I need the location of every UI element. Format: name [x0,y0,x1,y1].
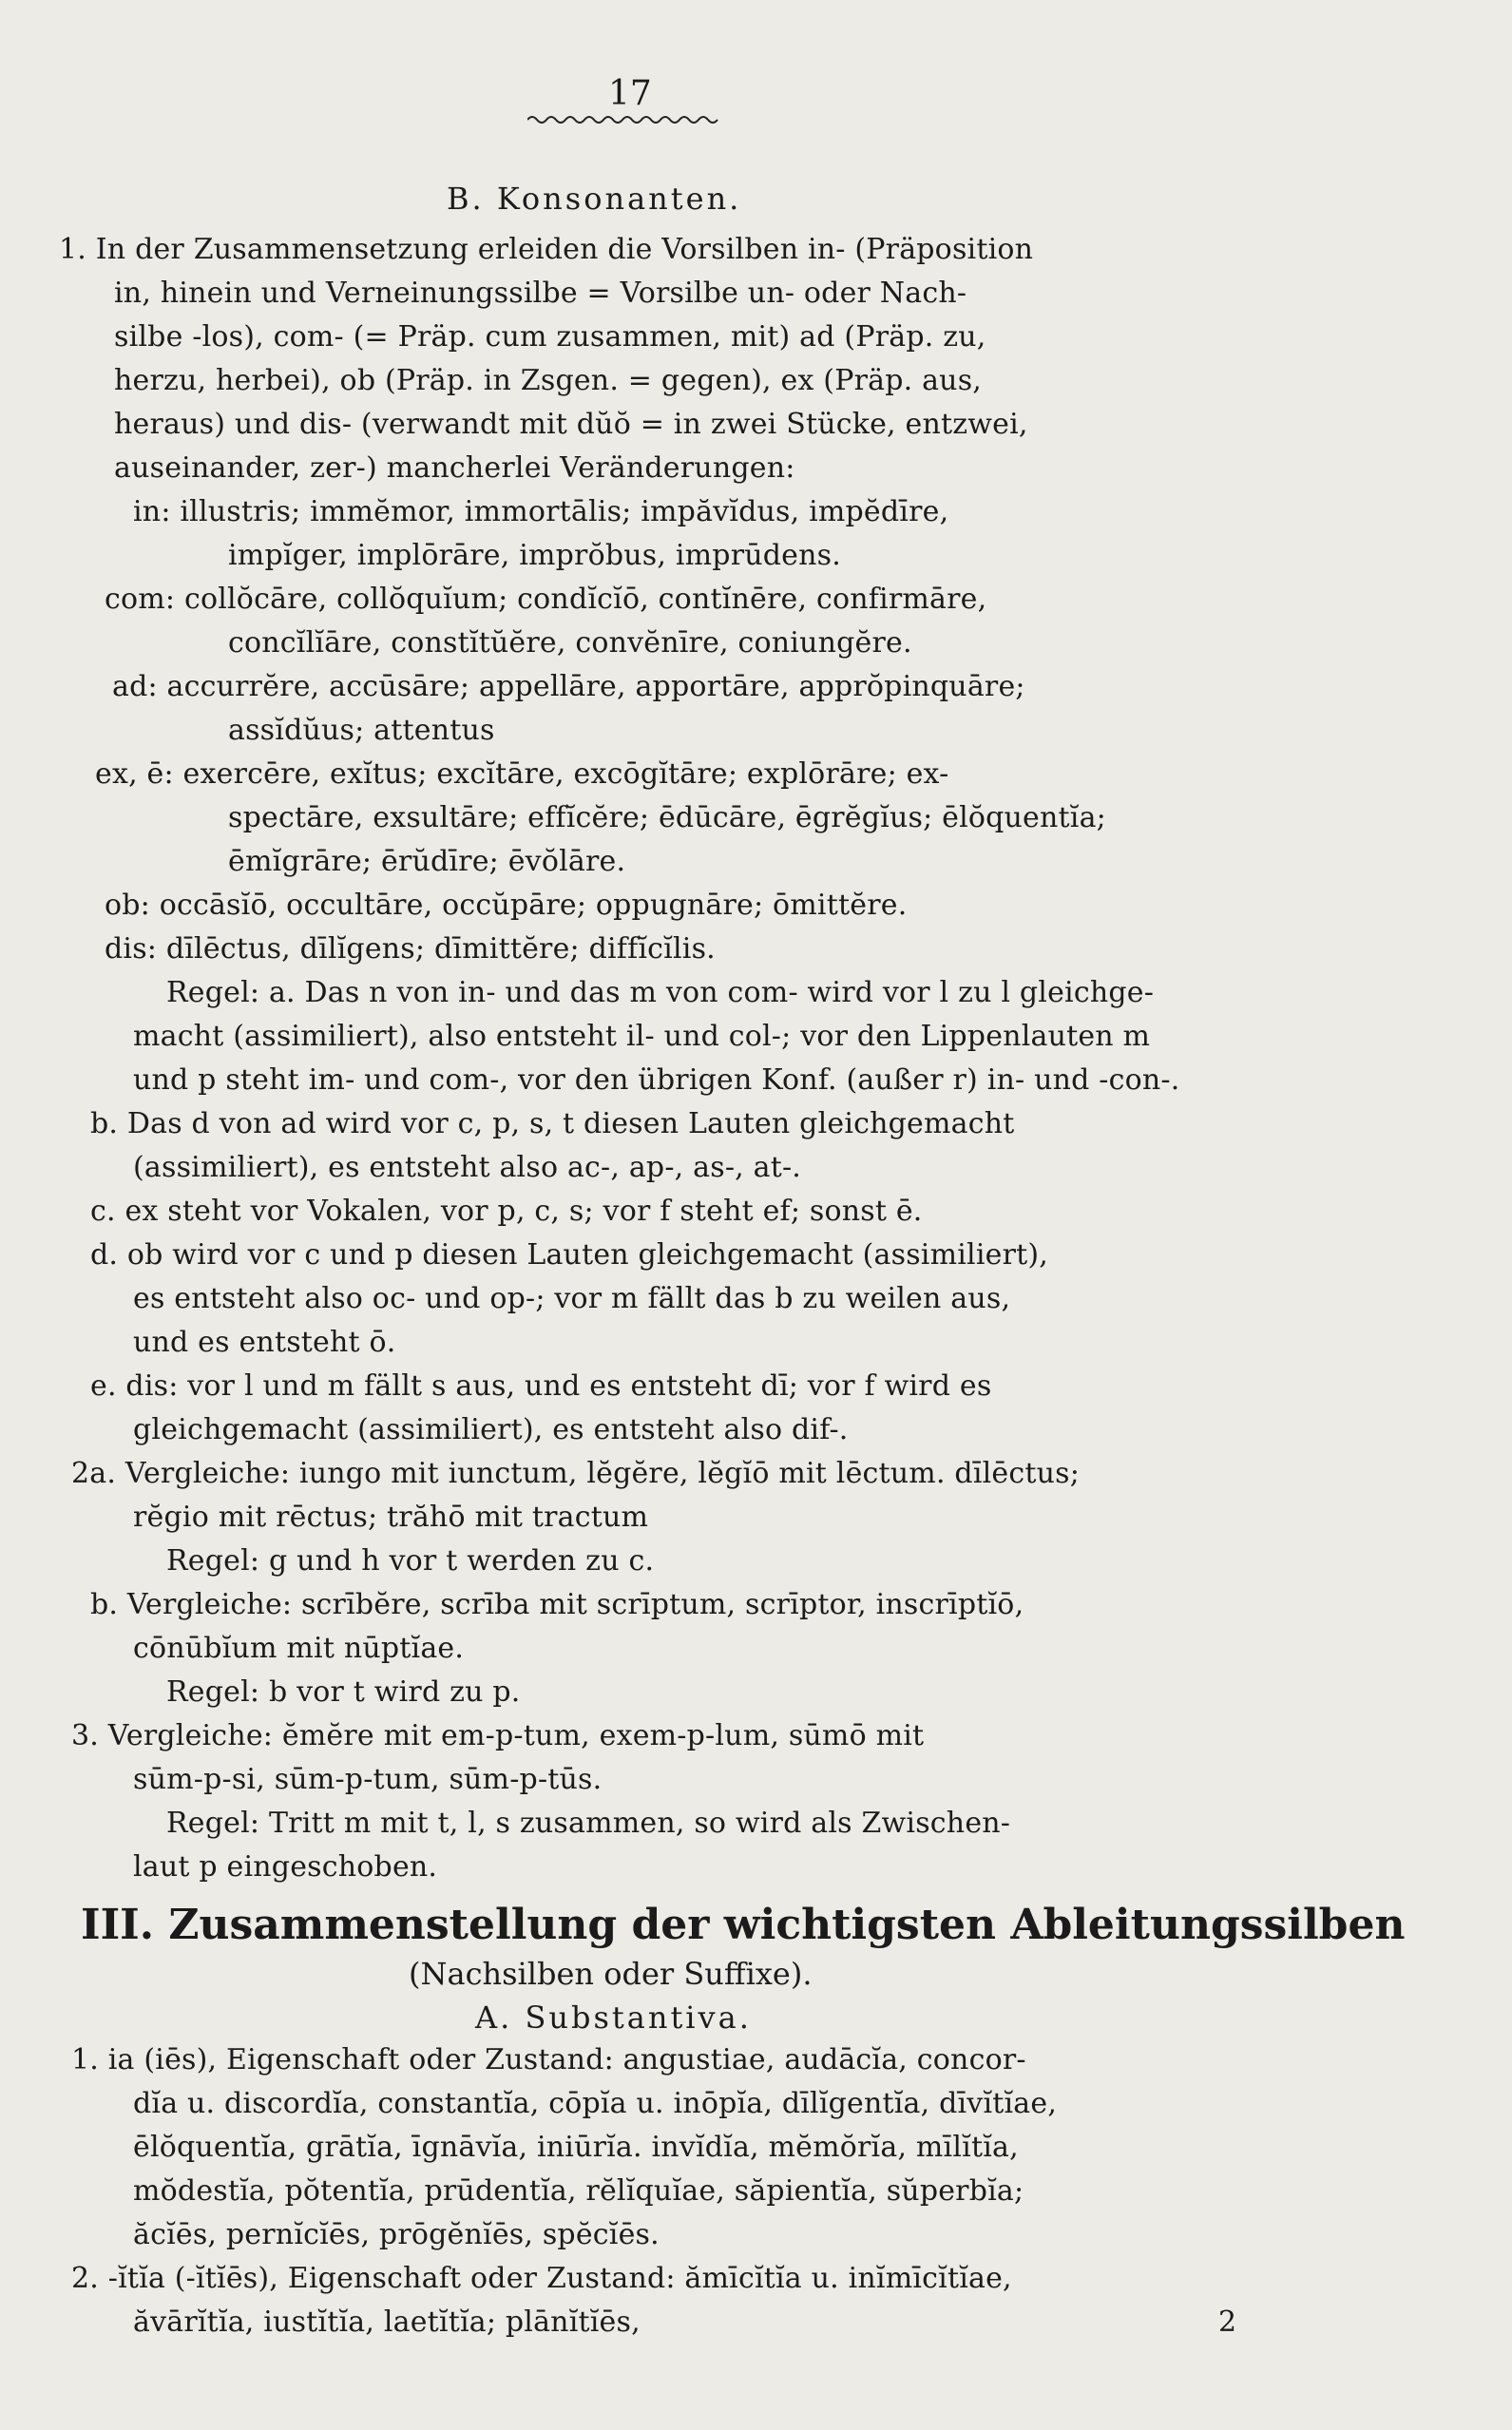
text-line: d. ob wird vor c und p diesen Lauten gleichgemacht (assimiliert), [90,1238,1049,1272]
text-line: und es entsteht ō. [133,1326,396,1359]
text-line: und p steht im- und com-, vor den übrigen Konf. (außer r) in- und -con-. [133,1063,1180,1097]
text-line: ăcĭēs, pernĭcĭēs, prōgĕnĭēs, spĕcĭēs. [133,2218,660,2251]
text-line: laut p eingeschoben. [133,1850,438,1884]
text-line: Regel: g und h vor t werden zu c. [166,1544,655,1578]
text-line: heraus) und dis- (verwandt mit dŭŏ = in zwei Stücke, entzwei, [114,408,1028,441]
page-number: 17 [608,74,652,113]
section-b-heading: B. Konsonanten. [447,181,742,217]
section-iii-number: III. [81,1901,155,1949]
text-line: rĕgio mit rēctus; trăhō mit tractum [133,1501,649,1534]
text-line: herzu, herbei), ob (Präp. in Zsgen. = gegen), ex (Präp. aus, [114,364,983,397]
text-line: 3. Vergleiche: ĕmĕre mit em-p-tum, exem-p-lum, sūmō mit [71,1719,925,1752]
section-iii-title: Zusammenstellung der wichtigsten Ableitungssilben [168,1901,1406,1949]
text-line: (assimiliert), es entsteht also ac-, ap-, as-, at-. [133,1151,802,1184]
text-line: ob: occāsĭō, occultāre, occŭpāre; oppugnāre; ōmittĕre. [105,889,908,922]
text-line: ex, ē: exercēre, exĭtus; excĭtāre, excōgĭtāre; explōrāre; ex- [95,757,949,791]
text-line: ad: accurrĕre, accūsāre; appellāre, apportāre, apprŏpinquāre; [112,670,1025,703]
text-line: ēlŏquentĭa, grātĭa, īgnāvĭa, iniūrĭa. invĭdĭa, mĕmŏrĭa, mīlĭtĭa, [133,2131,1019,2164]
text-line: 1. ia (iēs), Eigenschaft oder Zustand: angustiae, audācĭa, concor- [71,2043,1026,2076]
text-line: dis: dīlēctus, dīlĭgens; dīmittĕre; diffĭcĭlis. [105,932,716,966]
subsection-heading: A. Substantiva. [475,1999,752,2036]
text-line: dĭa u. discordĭa, constantĭa, cōpĭa u. inōpĭa, dīlĭgentĭa, dīvĭtĭae, [133,2087,1058,2120]
text-line: Regel: b vor t wird zu p. [166,1675,521,1709]
wavy-rule [527,112,722,127]
text-line: spectāre, exsultāre; effĭcĕre; ēdūcāre, ēgrĕgĭus; ēlŏquentĭa; [228,801,1106,834]
signature-number: 2 [1218,2306,1237,2339]
text-line: 1. In der Zusammensetzung erleiden die Vorsilben in- (Präposition [59,233,1034,266]
text-line: b. Vergleiche: scrībĕre, scrība mit scrīptum, scrīptor, inscrīptĭō, [90,1588,1024,1621]
text-line: macht (assimiliert), also entsteht il- und col-; vor den Lippenlauten m [133,1020,1151,1053]
text-line: sūm-p-si, sūm-p-tum, sūm-p-tūs. [133,1763,603,1796]
text-line: silbe -los), com- (= Präp. cum zusammen, mit) ad (Präp. zu, [114,320,986,354]
text-line: impĭger, implōrāre, imprŏbus, imprūdens. [228,539,841,572]
text-line: Regel: a. Das n von in- und das m von com- wird vor l zu l gleichge- [166,976,1155,1009]
text-line: b. Das d von ad wird vor c, p, s, t diesen Lauten gleichgemacht [90,1107,1015,1140]
text-line: 2. -ĭtĭa (-ĭtĭēs), Eigenschaft oder Zustand: ămīcĭtĭa u. inĭmīcĭtĭae, [71,2262,1012,2295]
text-line: com: collŏcāre, collŏquĭum; condĭcĭō, contĭnēre, confirmāre, [105,583,987,616]
text-line: gleichgemacht (assimiliert), es entsteht also dif-. [133,1413,849,1446]
text-line: Regel: Tritt m mit t, l, s zusammen, so wird als Zwischen- [166,1807,1011,1840]
text-line: auseinander, zer-) mancherlei Veränderungen: [114,451,795,485]
text-line: ēmĭgrāre; ērŭdīre; ēvŏlāre. [228,845,626,878]
text-line: e. dis: vor l und m fällt s aus, und es entsteht dī; vor f wird es [90,1369,992,1403]
text-line: 2a. Vergleiche: iungo mit iunctum, lĕgĕre, lĕgĭō mit lēctum. dīlēctus; [71,1457,1081,1490]
text-line: in: illustris; immĕmor, immortālis; impăvĭdus, impĕdīre, [133,495,949,528]
text-line: mŏdestĭa, pŏtentĭa, prūdentĭa, rĕlĭquĭae, săpientĭa, sŭperbĭa; [133,2174,1024,2208]
text-line: ăvārĭtĭa, iustĭtĭa, laetĭtĭa; plānĭtĭēs, [133,2306,641,2339]
text-line: in, hinein und Verneinungssilbe = Vorsilbe un- oder Nach- [114,277,967,310]
text-line: c. ex steht vor Vokalen, vor p, c, s; vor f steht ef; sonst ē. [90,1195,923,1228]
text-line: assĭdŭus; attentus [228,714,495,747]
section-iii-subtitle: (Nachsilben oder Suffixe). [409,1956,813,1992]
text-line: cōnūbĭum mit nūptĭae. [133,1632,465,1665]
text-line: es entsteht also oc- und op-; vor m fällt das b zu weilen aus, [133,1282,1011,1315]
text-line: concĭlĭāre, constĭtŭĕre, convĕnīre, coniungĕre. [228,626,912,660]
section-iii-heading [81,1901,1405,1949]
